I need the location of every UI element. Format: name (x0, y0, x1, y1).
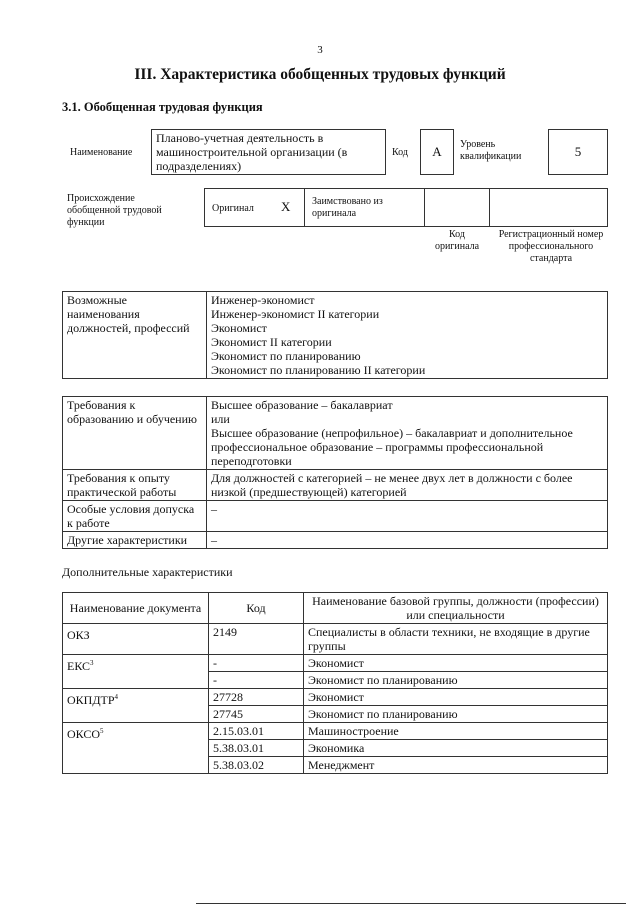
level-value: 5 (574, 144, 582, 159)
code-box (420, 129, 454, 175)
name-cell: Машиностроение (304, 723, 608, 740)
page-number: 3 (317, 44, 323, 56)
education-label: Требования к образованию и обучению (63, 397, 207, 470)
positions-row (63, 292, 608, 379)
positions-table (62, 291, 608, 379)
name-cell: Специалисты в области техники, не входящие в другие группы (304, 624, 608, 655)
experience-value: Для должностей с категорией – не менее двух лет в должности с более низкой (предшествующей) категорией (207, 470, 608, 501)
origin-divider (304, 188, 305, 227)
doc-cell: ОКПДТР$^4$ (63, 689, 209, 723)
table-row (63, 624, 608, 655)
additional-header-row (63, 593, 608, 624)
reg-number-caption: Регистрационный номер профессионального стандарта (498, 229, 604, 264)
positions-list (207, 292, 608, 379)
other-value: – (207, 532, 608, 549)
position-item: Экономист по планированию II категории (211, 363, 426, 377)
special-value: – (207, 501, 608, 532)
page-bottom-line (196, 903, 626, 904)
positions-label: Возможные наименования должностей, профессий (63, 292, 207, 379)
position-item: Инженер-экономист II категории (211, 307, 380, 321)
education-row (63, 397, 608, 470)
table-row (63, 723, 608, 740)
doc-cell: ОКСО$^5$ (63, 723, 209, 774)
origin-label: Происхождение обобщенной трудовой функции (67, 193, 162, 228)
code-cell: 2149 (209, 624, 304, 655)
requirements-table (62, 396, 608, 549)
borrowed-label: Заимствовано из оригинала (312, 196, 383, 219)
otf-name-box (151, 129, 386, 175)
position-item: Экономист (211, 321, 267, 335)
code-cell: 27728 (209, 689, 304, 706)
original-label: Оригинал (212, 203, 254, 214)
experience-row (63, 470, 608, 501)
special-row (63, 501, 608, 532)
col-name-header: Наименование базовой группы, должности (профессии) или специальности (304, 593, 608, 624)
code-cell: 27745 (209, 706, 304, 723)
experience-label: Требования к опыту практической работы (63, 470, 207, 501)
education-line: или (211, 412, 230, 426)
code-cell: 5.38.03.01 (209, 740, 304, 757)
code-cell: 2.15.03.01 (209, 723, 304, 740)
position-item: Экономист II категории (211, 335, 332, 349)
name-cell: Экономист (304, 689, 608, 706)
education-value (207, 397, 608, 470)
other-row (63, 532, 608, 549)
code-label: Код (392, 147, 408, 158)
name-cell: Экономист (304, 655, 608, 672)
name-cell: Менеджмент (304, 757, 608, 774)
code-value: А (432, 144, 442, 159)
special-label: Особые условия допуска к работе (63, 501, 207, 532)
education-line: Высшее образование – бакалавриат (211, 398, 393, 412)
code-cell: - (209, 655, 304, 672)
table-row (63, 655, 608, 672)
subsection-title: 3.1. Обобщенная трудовая функция (62, 100, 263, 114)
col-doc-header: Наименование документа (63, 593, 209, 624)
level-box (548, 129, 608, 175)
doc-cell: ОКЗ (63, 624, 209, 655)
code-original-caption: Код оригинала (434, 229, 480, 252)
origin-divider (424, 188, 425, 227)
name-cell: Экономист по планированию (304, 672, 608, 689)
col-code-header: Код (209, 593, 304, 624)
additional-heading: Дополнительные характеристики (62, 565, 233, 579)
name-label: Наименование (70, 147, 133, 158)
section-title: III. Характеристика обобщенных трудовых функций (134, 66, 506, 83)
otf-name-value: Планово-учетная деятельность в машиностроительной организации (в подразделениях) (156, 131, 348, 173)
other-label: Другие характеристики (63, 532, 207, 549)
position-item: Инженер-экономист (211, 293, 315, 307)
code-cell: - (209, 672, 304, 689)
code-cell: 5.38.03.02 (209, 757, 304, 774)
education-line: Высшее образование (непрофильное) – бакалавриат и дополнительное профессиональное образование – программы профессиональной переподготовки (211, 426, 573, 468)
doc-cell: ЕКС$^3$ (63, 655, 209, 689)
name-cell: Экономика (304, 740, 608, 757)
position-item: Экономист по планированию (211, 349, 361, 363)
origin-divider (489, 188, 490, 227)
original-mark: X (281, 199, 291, 214)
table-row (63, 689, 608, 706)
level-label: Уровень квалификации (460, 139, 522, 162)
additional-table (62, 592, 608, 774)
name-cell: Экономист по планированию (304, 706, 608, 723)
